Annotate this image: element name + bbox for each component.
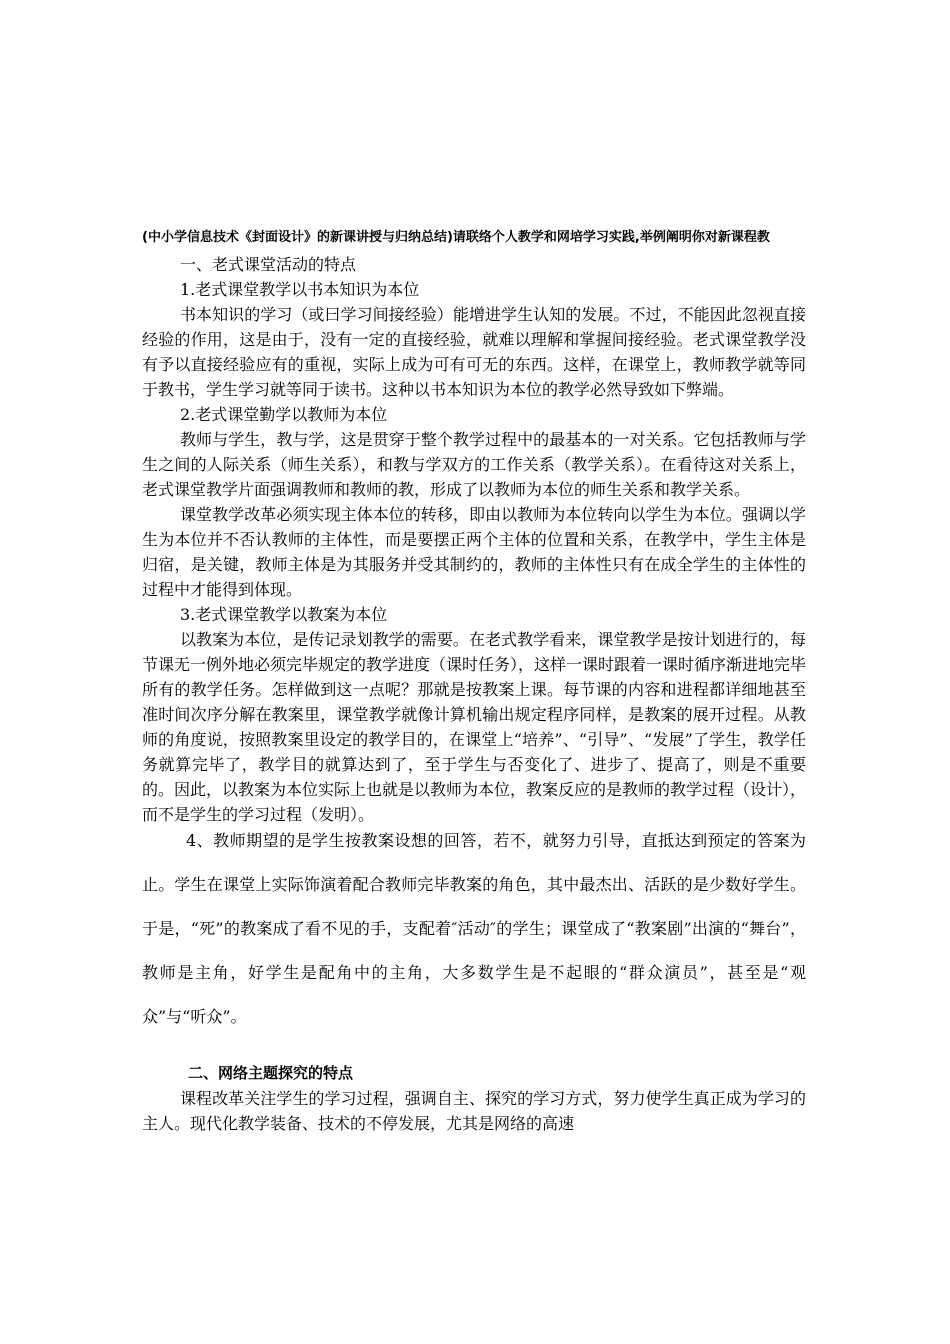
subsection-3-heading: 3.老式课堂教学以教案为本位 (180, 605, 388, 624)
subsection-1-heading: 1.老式课堂教学以书本知识为本位 (180, 280, 420, 299)
section-2-paragraph: 课程改革关注学生的学习过程，强调自主、探究的学习方式，努力使学生真正成为学习的主人。现代化教学装备、技术的不停发展，尤其是网络的高速 (142, 1089, 806, 1133)
subsection-1-paragraph: 书本知识的学习（或曰学习间接经验）能增进学生认知的发展。不过，不能因此忽视直接经验的作用，这是由于，没有一定的直接经验，就难以理解和掌握间接经验。老式课堂教学没有予以直接经验应有的重视，实际上成为可有可无的东西。这样，在课堂上，教师教学就等同于教书，学生学习就等同于读书。这种以书本知识为本位的教学必然导致如下弊端。 (142, 305, 806, 399)
subsection-2-heading: 2.老式课堂勤学以教师为本位 (180, 405, 388, 424)
subsection-4-paragraph: 4、教师期望的是学生按教案设想的回答，若不，就努力引导，直抵达到预定的答案为止。学生在课堂上实际饰演着配合教师完毕教案的角色，其中最杰出、活跃的是少数好学生。于是，“死”的教案成了看不见的手，支配着″活动″的学生；课堂成了“教案剧”出演的“舞台”，教师是主角，好学生是配角中的主角，大多数学生是不起眼的“群众演员”，甚至是“观众”与“听众”。 (142, 831, 806, 1026)
subsection-3-paragraph: 以教案为本位，是传记录划教学的需要。在老式教学看来，课堂教学是按计划进行的，每节课无一例外地必须完毕规定的教学进度（课时任务），这样一课时跟着一课时循序渐进地完毕所有的教学任务。怎样做到这一点呢？那就是按教案上课。每节课的内容和进程都详细地甚至准时间次序分解在教案里，课堂教学就像计算机输出规定程序同样，是教案的展开过程。从教师的角度说，按照教案里设定的教学目的，在课堂上“培养”、“引导”、“发展”了学生，教学任务就算完毕了，教学目的就算达到了，至于学生与否变化了、进步了、提高了，则是不重要的。因此，以教案为本位实际上也就是以教师为本位，教案反应的是教师的教学过程（设计），而不是学生的学习过程（发明）。 (142, 630, 807, 824)
subsection-2-paragraph-2: 课堂教学改革必须实现主体本位的转移，即由以教师为本位转向以学生为本位。强调以学生为本位并不否认教师的主体性，而是要摆正两个主体的位置和关系，在教学中，学生主体是归宿，是关键，教师主体是为其服务并受其制约的，教师的主体性只有在成全学生的主体性的过程中才能得到体现。 (142, 505, 806, 599)
document-title: (中小学信息技术《封面设计》的新课讲授与归纳总结)请联络个人教学和网培学习实践,举例阐明你对新课程教 (142, 230, 770, 245)
subsection-2-paragraph-1: 教师与学生，教与学，这是贯穿于整个教学过程中的最基本的一对关系。它包括教师与学生之间的人际关系（师生关系），和教与学双方的工作关系（教学关系）。在看待这对关系上，老式课堂教学片面强调教师和教师的教，形成了以教师为本位的师生关系和教学关系。 (142, 430, 806, 499)
section-1-heading: 一、老式课堂活动的特点 (180, 255, 357, 274)
section-2-heading: 二、网络主题探究的特点 (188, 1064, 354, 1082)
document-page (142, 226, 806, 1136)
